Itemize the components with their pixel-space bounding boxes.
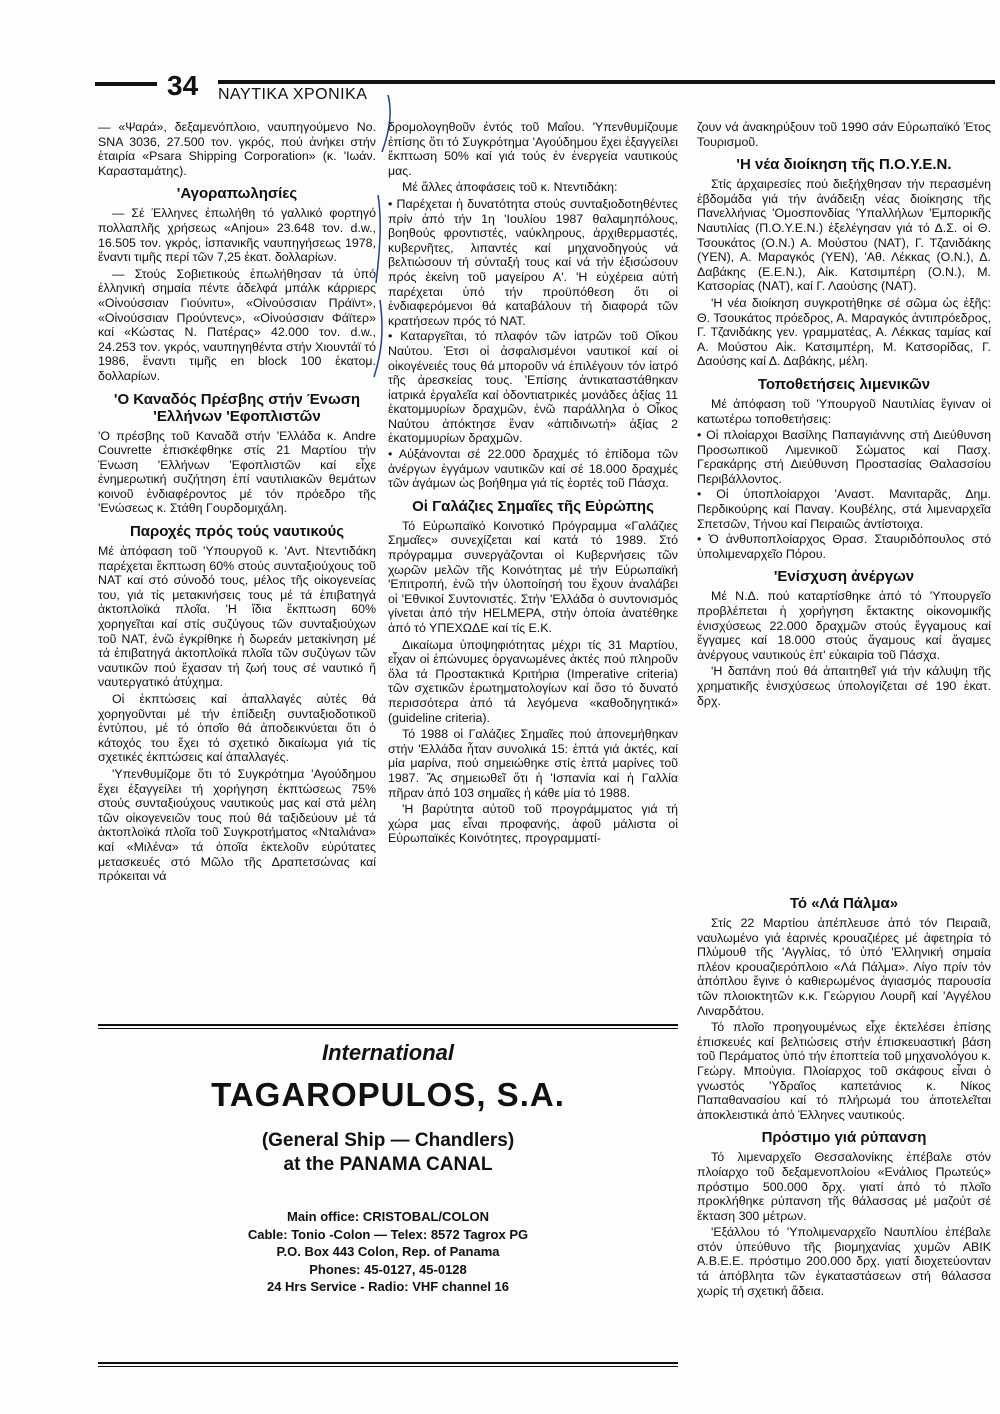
list-item: • Ὁ ἀνθυποπλοίαρχος Θρασ. Σταυριδόπουλος στό ὑπολιμεναρχεῖο Πόρου. <box>697 532 991 561</box>
heading-sales: 'Αγοραπωλησίες <box>176 185 298 203</box>
heading-canadian-ambassador: 'Ο Καναδός Πρέσβης στήν Ένωση 'Ελλήνων 'Εφοπλιστῶν <box>113 390 361 425</box>
la-palma-paragraph-1: Στίς 22 Μαρτίου ἀπέπλευσε ἀπό τόν Πειραιᾶ, ναυλωμένο γιά ἐαρινές κρουαζιέρες μέ ἀφετηρία τό Πλύμουθ τῆς 'Αγγλίας, τό ὑπό 'Ελληνική σημαία πλέον κρουαζιερόπλοιο «Λά Πάλμα». Λίγο πρίν τόν ἀπόπλου ἔγινε ὁ καθιερωμένος ἁγιασμός παρουσία τῶν πλοιοκτητῶν κ.κ. Γεώργιου Λουρῆ καί 'Αγγέλου Λιναρδάτου. <box>697 916 991 1018</box>
column-3-lower <box>697 888 991 1300</box>
aid-paragraph-1: Μέ Ν.Δ. πού καταρτίσθηκε ἀπό τό 'Υπουργεῖο προβλέπεται ἡ χορήγηση ἔκτακτης οἰκονομικῆς ἐνισχύσεως 22.000 δραχμῶν στούς ἔγγαμους καί ἔγγαμες καί 18.000 στούς ἄγαμους καί ἄγαμες ἀνέργους ναυτικούς ἐπ' εὐκαιρία τοῦ Πάσχα. <box>697 589 991 662</box>
ad-company-name: TAGAROPULOS, S.A. <box>211 1076 565 1113</box>
list-item: • Οἱ πλοίαρχοι Βασίλης Παπαγιάννης στή Διεύθυνση Προσωπικοῦ Λιμενικοῦ Σώματος καί Πασχ. Γερακάρης στή Διεύθυνση Προστασίας Θαλασσίου Περιβάλλοντος. <box>697 428 991 486</box>
ship-psara-paragraph: — «Ψαρά», δεξαμενόπλοιο, ναυπηγούμενο Νο. SNA 3036, 27.500 τον. γκρός, πού ἀνήκει στήν ἑταιρία «Psara Shipping Corporation» (κ. 'Ιωάν. Καρασταμάτης). <box>98 120 376 178</box>
aid-paragraph-2: 'Η δαπάνη πού θά ἀπαιτηθεῖ γιά τήν κάλυψη τῆς χρηματικῆς ἐνισχύσεως ὑπολογίζεται σέ 190 ἑκατ. δρχ. <box>697 664 991 708</box>
ad-line: P.O. Box 443 Colon, Rep. of Panama <box>276 1244 500 1259</box>
heading-poyen: 'Η νέα διοίκηση τῆς Π.Ο.Υ.Ε.Ν. <box>736 156 952 174</box>
blue-flags-paragraph-4: 'Η βαρύτητα αὐτοῦ τοῦ προγράμματος γιά τή χώρα μας εἶναι προφανής, ἀφοῦ μάλιστα οἱ Εὐρωπαϊκές Κοινότητες, προγραμματί- <box>388 802 678 846</box>
ad-line: Main office: CRISTOBAL/COLON <box>287 1209 489 1224</box>
ad-line: Phones: 45-0127, 45-0128 <box>309 1261 467 1277</box>
fine-paragraph-2: 'Εξάλλου τό 'Υπολιμεναρχεῖο Ναυπλίου ἐπέβαλε στόν ὑπεύθυνο τῆς βιομηχανίας χυμῶν ΑΒΙΚ Α.Β.Ε.Ε. πρόστιμο 200.000 δρχ. γιατί διοχετεύονταν τά ἀπόβλητα τῶν ἐγκαταστάσεων στή θάλασσα χωρίς τή σχετική ἄδεια. <box>697 1225 991 1298</box>
canadian-ambassador-paragraph: 'Ο πρέσβης τοῦ Καναδᾶ στήν 'Ελλάδα κ. Andre Couvrette ἐπισκέφθηκε στίς 21 Μαρτίου τήν Ένωση 'Ελλήνων 'Εφοπλιστῶν καί εἶχε ἐνημερωτική συζήτηση ἐπί ναυτιλιακῶν θεμάτων κοινοῦ ἐνδιαφέροντος μέ τόν πρόεδρο τῆς 'Ενώσεως κ. Στάθη Γουρδομιχάλη. <box>98 428 376 516</box>
list-item: • Παρέχεται ἡ δυνατότητα στούς συνταξιοδοτηθέντες πρίν ἀπό τήν 1η 'Ιουλίου 1987 θαλαμηπόλους, βοηθούς φροντιστές, ναύκληρους, ἀρχιθερμαστές, κυβερνῆτες, λιπαντές καί μηχανοδηγούς νά βελτιώσουν τή σύνταξή τους καί νά τήν ἐξισώσουν πρός ἐκείνη τοῦ μαγείρου Α'. 'Η εὐχέρεια αὐτή παρέχεται ὑπό τήν προϋπόθεση ὅτι οἱ ἐνδιαφερόμενοι θά καταβάλουν τή διαφορά τῶν κρατήσεων πρός τό ΝΑΤ. <box>388 197 678 328</box>
publication-title: ΝΑΥΤΙΚΑ ΧΡΟΝΙΚΑ <box>218 86 368 103</box>
column-3 <box>697 120 991 710</box>
ad-line: 24 Hrs Service - Radio: VHF channel 16 <box>266 1279 510 1294</box>
benefits-paragraph-2: Οἱ ἐκπτώσεις καί ἀπαλλαγές αὐτές θά χορηγοῦνται μέ τήν ἐπίδειξη συνταξιοδοτικοῦ ἐντύπου, μέ τό ὁποῖο θά ἀποδεικνύεται ὅτι ὁ κάτοχός του ἔχει τό σχετικό δικαίωμα γιά τίς σχετικές ἐκπτώσεις καί ἀπαλλαγές. <box>98 692 376 765</box>
fine-paragraph-1: Τό λιμεναρχεῖο Θεσσαλονίκης ἐπέβαλε στόν πλοίαρχο τοῦ δεξαμενοπλοίου «Ενάλιος Πρωτεύς» πρόστιμο 500.000 δρχ. γιατί ἀπό τό πλοῖο προκλήθηκε ρύπανση τῆς θάλασσας μέ μαζούτ σέ ἔκταση 300 μέτρων. <box>697 1150 991 1223</box>
heading-la-palma: Τό «Λά Πάλμα» <box>789 895 899 912</box>
header-rule-right <box>218 80 995 84</box>
placements-intro: Μέ ἀπόφαση τοῦ 'Υπουργοῦ Ναυτιλίας ἔγιναν οἱ κατωτέρω τοποθετήσεις: <box>697 396 991 426</box>
advertisement <box>98 1040 678 1320</box>
advert-bottom-rule-thin <box>98 1366 678 1367</box>
poyen-paragraph-2: 'Η νέα διοίκηση συγκροτήθηκε σέ σῶμα ὡς ἑξῆς: Θ. Τσουκάτος πρόεδρος, Α. Μαραγκός ἀντιπρόεδρος, Γ. Τζανιδάκης γεν. γραμματέας, Α. Λέκκας ταμίας καί Α. Μούστου Αἰκ. Κατσιμπέρη, Μ. Κατσορίδας, Γ. Δαούσης καί Δ. Δαβάκης, μέλη. <box>697 295 991 369</box>
ad-line: Cable: Tonio -Colon — Telex: 8572 Tagrox PG <box>247 1226 529 1242</box>
sales-paragraph-2: — Στούς Σοβιετικούς ἐπωλήθησαν τά ὑπό ἑλληνική σημαία πέντε ἀδελφά μπάλκ κάρριερς «Οἰνούσσιαν Γιούνιτυ», «Οἰνούσσιαν Πράϊντ», «Οἰνούσσιαν Προύντενς», «Οἰνούσσιαν Φάϊτερ» καί «Κώστας Ν. Πατέρας» 42.000 τον. d.w., 24.253 τον. γκρός, ναυπηγηθέντα στήν Χιουντάϊ τό 1986, ἔναντι τιμῆς en block 100 ἑκατομ. δολλαρίων. <box>98 266 376 383</box>
sales-paragraph-1: — Σέ Έλληνες ἐπωλήθη τό γαλλικό φορτηγό πολλαπλῆς χρήσεως «Anjou» 23.648 τον. d.w., 16.505 τον. γκρός, ἱσπανικῆς ναυπηγήσεως 1978, ἔναντι τιμῆς περί τῶν 7,25 ἑκατ. δολλαρίων. <box>98 206 376 265</box>
heading-seamen-benefits: Παροχές πρός τούς ναυτικούς <box>129 523 345 541</box>
ad-contact-lines <box>98 1208 678 1296</box>
blue-flags-paragraph-3: Τό 1988 οἱ Γαλάζιες Σημαῖες πού ἀπονεμήθηκαν στήν 'Ελλάδα ἦταν συνολικά 15: ἑπτά γιά ἀκτές, καί μία μαρίνα, πού σημειώθηκε στίς ἑπτά μαρίνες τοῦ 1987. Ἄς σημειωθεῖ ὅτι ἡ 'Ισπανία καί ἡ Γαλλία πῆραν ἀπό 103 σημαῖες ἡ κάθε μία τό 1988. <box>388 727 678 800</box>
la-palma-paragraph-2: Τό πλοῖο προηγουμένως εἶχε ἐκτελέσει ἐπίσης ἐπισκευές καί βελτιώσεις στήν ἐπισκευαστική βάση τοῦ Περάματος ὑπό τήν ἐποπτεία τοῦ μηχανολόγου κ. Γεώργ. Μπούγια. Πλοίαρχος τοῦ σκάφους εἶναι ὁ γνωστός 'Υδραῖος καπετάνιος κ. Νίκος Παπαθανασίου καί τό πλήρωμά του ἀποτελεῖται ἀποκλειστικά ἀπό Έλληνες ναυτικούς. <box>697 1020 991 1122</box>
ad-international: International <box>321 1040 454 1065</box>
continuation-paragraph: δρομολογηθοῦν ἐντός τοῦ Μαΐου. 'Υπενθυμίζουμε ἐπίσης ὅτι τό Συγκρότημα 'Αγούδημου ἔχει ἐξαγγείλει ἔκπτωση 50% καί γιά τούς ἐν ἐνεργεία ναυτικούς μας. <box>388 120 678 178</box>
poyen-paragraph-1: Στίς ἀρχαιρεσίες πού διεξήχθησαν τήν περασμένη ἑβδομάδα γιά τήν ἀνάδειξη νέας διοίκησης τῆς Πανελλήνιας 'Ομοσπονδίας 'Υπαλλήλων 'Εμπορικῆς Ναυτιλίας (Π.Ο.Υ.Ε.Ν.) ἐξελέγησαν γιά τό Δ.Σ. οἱ Θ. Τσουκάτος (Ο.Ν.) Α. Μούστου (ΝΑΤ), Γ. Τζανιδάκης (ΥΕΝ), Α. Μαραγκός (ΥΕΝ), 'Αθ. Λέκκας (Ο.Ν.), Δ. Δαβάκης (Ε.Ε.Ν.), Αἰκ. Κατσιμπέρη (Ο.Ν.), Μ. Κατσορίας (ΝΑΤ), καί Γ. Λαούσης (ΝΑΤ). <box>697 177 991 294</box>
blue-flags-paragraph-1: Τό Εὐρωπαϊκό Κοινοτικό Πρόγραμμα «Γαλάζιες Σημαῖες» συνεχίζεται καί κατά τό 1989. Στό πρόγραμμα συνεργάζονται οἱ Κυβερνήσεις τῶν χωρῶν μελῶν τῆς Κοινότητας μέ τήν Εὐρωπαϊκή 'Επιτροπή, ἐνῶ τήν ὑλοποίησή του ἔχουν ἀναλάβει οἱ 'Εθνικοί Συντονιστές. Στήν 'Ελλάδα ὁ συντονισμός γίνεται ἀπό τήν HELMEPA, στήν ὁποία ἀνατέθηκε ἀπό τό ΥΠΕΧΩΔΕ καί τίς Ε.Κ. <box>388 518 678 635</box>
ad-subtitle-1: (General Ship — Chandlers) <box>261 1130 515 1151</box>
advert-bottom-rule <box>98 1362 678 1364</box>
list-item: • Οἱ ὑποπλοίαρχοι 'Αναστ. Μανιταρᾶς, Δημ. Περδικούρης καί Παναγ. Κουβέλης, στά λιμεναρχεῖα Σπετσῶν, Τήνου καί Πειραιῶς ἀντίστοιχα. <box>697 487 991 531</box>
heading-port-placements: Τοποθετήσεις λιμενικῶν <box>757 375 931 393</box>
ad-subtitle-2: at the PANAMA CANAL <box>283 1154 493 1175</box>
blue-flags-paragraph-2: Δικαίωμα ὑποψηφιότητας μέχρι τίς 31 Μαρτίου, εἶχαν οἱ ἐπώνυμες ὀργανωμένες ἀκτές πού πληροῦν ὅλα τά Προστακτικά Κριτήρια (Imperative criteria) τῶν σχετικῶν ἐρωτηματολογίων καί ὅσο τό δυνατό περισσότερα ἀπό τά λεγόμενα «καθοδηγητικά» (guideline criteria). <box>388 637 678 725</box>
benefits-paragraph-3: 'Υπενθυμίζομε ὅτι τό Συγκρότημα 'Αγούδημου ἔχει ἐξαγγείλει τή χορήγηση ἐκπτώσεως 75% στούς συνταξιούχους ναυτικούς μας καί στά μέλη τῶν οἰκογενειῶν τους πού θά ταξιδεύουν μέ τά ἀκτοπλοϊκά πλοῖα τοῦ Συγκροτήματος «Νταλιάνα» καί «Μιλένα» τά ὁποῖα ἐκτελοῦν εὐρύτατες μετασκευές στό Μῶλο τῆς Δραπετσώνας καί πρόκειται νά <box>98 766 376 884</box>
decisions-list <box>388 197 678 491</box>
heading-unemployed-aid: 'Ενίσχυση ἀνέργων <box>773 568 915 586</box>
heading-pollution-fine: Πρόστιμο γιά ρύπανση <box>761 1129 927 1147</box>
page-header <box>95 70 995 110</box>
header-rule-left <box>95 82 157 86</box>
advert-top-rule-thin <box>98 1028 678 1029</box>
column-2 <box>388 120 678 848</box>
benefits-paragraph-1: Μέ ἀπόφαση τοῦ 'Υπουργοῦ κ. 'Αντ. Ντεντιδάκη παρέχεται ἔκπτωση 60% στούς συνταξιούχους τοῦ ΝΑΤ καί στό σύνοδό τους, μέλος τῆς οἰκογενείας του, γιά τίς μετακινήσεις τους μέ τά ἐπιβατηγά ἀκτοπλοϊκά πλοῖα. 'Η ἴδια ἔκπτωση 60% χορηγεῖται καί στίς συζύγους τῶν συνταξιούχων τοῦ ΝΑΤ, ἐνῶ ἐγκρίθηκε ἡ δωρεάν μετακίνηση μέ τά ἐπιβατηγά ἀκτοπλοϊκά πλοῖα τῶν συζύγων τῶν ναυτικῶν πού ἔχασαν τή ζωή τους σέ ναυτικό ἤ ναυτεργατικό ἀτύχημα. <box>98 544 376 690</box>
continuation-paragraph: ζουν νά ἀνακηρύξουν τοῦ 1990 σάν Εὐρωπαϊκό Έτος Τουρισμοῦ. <box>697 120 991 149</box>
decisions-intro: Μέ ἄλλες ἀποφάσεις τοῦ κ. Ντεντιδάκη: <box>402 180 618 195</box>
column-1 <box>98 120 376 886</box>
list-item: • Αὐξάνονται σέ 22.000 δραχμές τό ἐπίδομα τῶν ἀνέργων ἐγγάμων ναυτικῶν καί σέ 18.000 δραχμές τῶν ἀγάμων ὡς βοήθημα γιά τίς ἑορτές τοῦ Πάσχα. <box>388 447 678 491</box>
page-number: 34 <box>167 70 199 101</box>
placements-list <box>697 428 991 561</box>
heading-blue-flags: Οἱ Γαλάζιες Σημαῖες τῆς Εὐρώπης <box>412 497 654 515</box>
list-item: • Καταργεῖται, τό πλαφόν τῶν ἰατρῶν τοῦ Οἴκου Ναύτου. Έτσι οἱ ἀσφαλισμένοι ναυτικοί καί οἱ οἰκογένειές τους θά μποροῦν νά ἐπιλέγουν τόν ἰατρό τῆς ἀρεσκείας τους. 'Επίσης ἀντικαταστάθηκαν ἰατρικά ἐργαλεῖα καί ὀδοντιατρικές μονάδες ἀξίας 11 ἑκατομμυρίων δραχμῶν, ἐνῶ παράλληλα ὁ Οἶκος Ναύτου ἀπόκτησε ἕναν «ἀπιδινωτή» ἀξίας 2 ἑκατομμυρίων δραχμῶν. <box>388 329 678 446</box>
advert-top-rule <box>98 1024 678 1026</box>
